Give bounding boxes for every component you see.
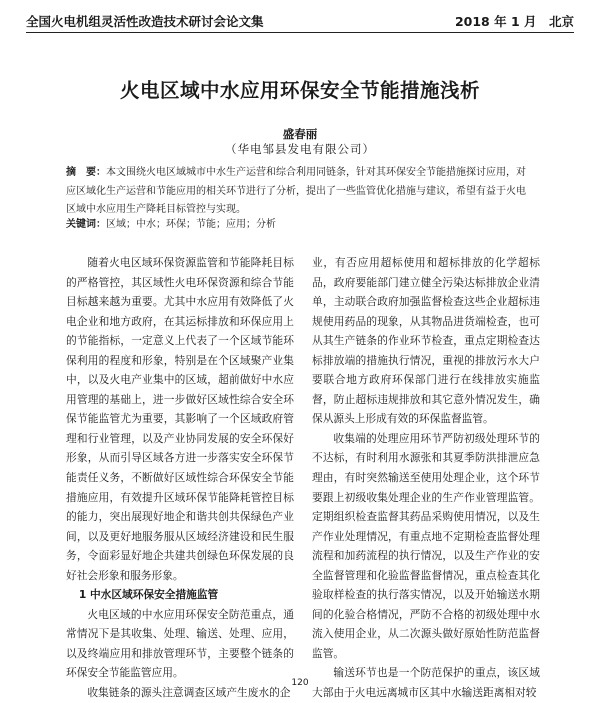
abstract — [66, 164, 526, 220]
running-header — [26, 10, 574, 33]
issue-date: 2018 年 1 月 北京 — [454, 14, 574, 29]
keywords-label: 关键词： — [66, 219, 106, 230]
body-column-right — [312, 253, 540, 703]
article-title: 火电区域中水应用环保安全节能措施浅析 — [119, 79, 480, 102]
paragraph-continued: 业，有否应用超标使用和超标排放的化学超标品，政府要能部门建立健全污染达标排放企业清单，主动联合政府加强监督检查这些企业超标违规使用药品的现象，从其物品进货端检查，也可从其生产链条的作业环节检查，重点定期检查达标排放端的措施执行情况，重视的排放污水大户要联合地方政府环保部门进行在线排放实施监督，防止超标违规排放和其它意外情况发生，确保从源头上形成有效的环保监督监管。 — [312, 256, 540, 426]
paragraph: 收集端的处理应用环节严防初级处理环节的不达标，有时利用水源张和其夏季防洪排泄应急理由，有时突然输送至使用处理企业，这个环节要跟上初级收集处理企业的生产作业管理监管。定期组织检查监督其药品采购使用情况，以及生产作业处理情况，有重点地不定期检查监督处理流程和加药流程的执行情况，以及生产作业的安全监督管理和化验监督监督情况，重点检查其化验取样检查的执行落实情况，以及开始输送水期间的化验合格情况，严防不合格的初级处理中水流入使用企业，从二次源头做好原始性防范监督监管。 — [312, 431, 540, 660]
paragraph-intro: 随着火电区域环保资源监管和节能降耗目标的严格管控，其区域性火电环保资源和综合节能目标越来越为重要。尤其中水应用有效降低了火电企业和地方政府，在其运标排放和环保应用上的节能指标，一定意义上代表了一个区域节能环保利用的程度和形象，特别是在个区域聚产业集中，以及火电产业集中的区域，超前做好中水应用管理的基础上，进一步做好区域性综合安全环保节能监管尤为重要，其影响了一个区域政府管理和行业管理，以及产业协同发展的安全环保好形象，从而引导区域各方进一步落实安全环保节能责任义务，不断做好区域性综合环保安全节能措施应用，有效提升区域环保节能降耗管控目标的能力，突出展现好地企和谐共创共保绿色产业间，以及更好地服务服从区域经济建设和民生服务，令面彩显好地企共建共创绿色环保发展的良好社会形象和服务形象。 — [66, 256, 294, 582]
paragraph: 火电区域的中水应用环保安全防范重点，通常情况下是其收集、处理、输送、处理、应用，以及终端应用和排放管理环节，主要整个链条的环保安全节能监管应用。 — [66, 607, 294, 680]
paragraph: 输送环节也是一个防范保护的重点，该区域大部由于火电远离城市区其中水输送距离相对较 — [312, 666, 540, 700]
author-name: 盛春丽 — [282, 127, 318, 141]
keywords — [66, 216, 526, 234]
journal-name: 全国火电机组灵活性改造技术研讨会论文集 — [26, 14, 264, 29]
abstract-text: 本文围绕火电区域城市中水生产运营和综合利用同链条，针对其环保安全节能措施探讨应用，对应区域化生产运营和节能应用的相关环节进行了分析，提出了一些监管优化措施与建议，希望有益于火电区域中水应用生产降耗目标管控与实现。 — [66, 167, 526, 215]
section-heading: 1 中水区域环保安全措施监管 — [78, 588, 219, 602]
paragraph: 收集链条的源头注意调查区域产生废水的企 — [87, 686, 291, 700]
page-number: 120 — [291, 678, 309, 688]
body-column-left — [66, 253, 294, 703]
abstract-label: 摘 要： — [66, 167, 106, 178]
keywords-text: 区域；中水；环保；节能；应用；分析 — [106, 219, 276, 230]
author-affiliation: （华电邹县发电有限公司） — [225, 142, 375, 156]
